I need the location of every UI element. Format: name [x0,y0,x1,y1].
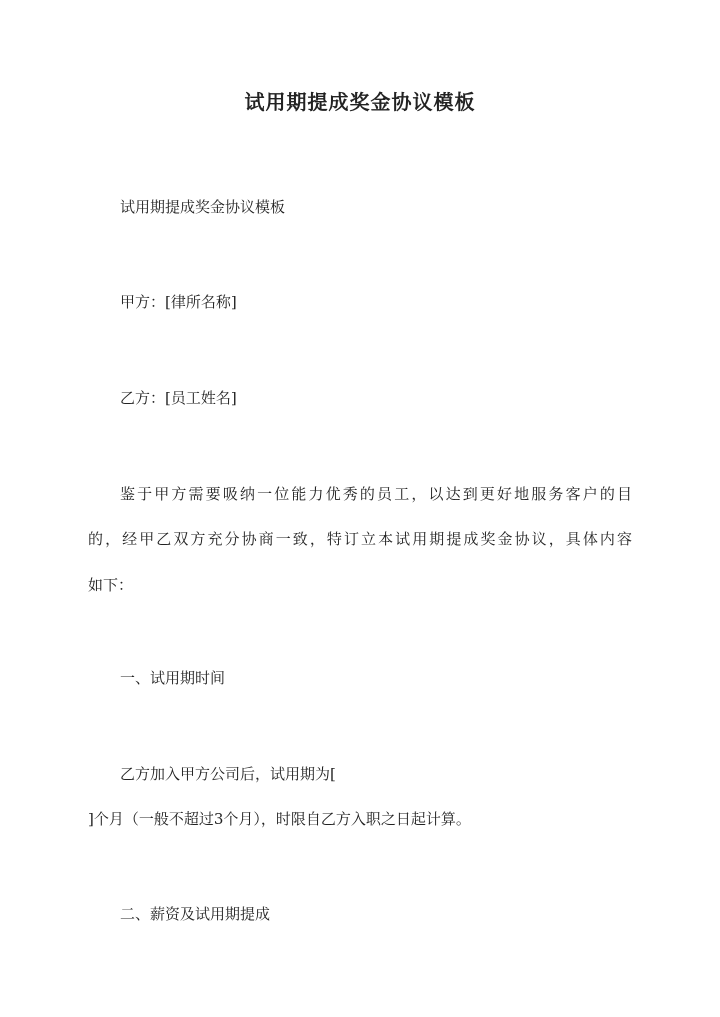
party-b-line: 乙方：[员工姓名] [120,389,237,407]
preamble-line-3: 如下： [88,576,134,594]
preamble-line-2: 的，经甲乙双方充分协商一致，特订立本试用期提成奖金协议，具体内容 [88,530,632,548]
section-2-heading: 二、薪资及试用期提成 [120,905,271,923]
document-title: 试用期提成奖金协议模板 [244,90,476,114]
party-a-line: 甲方：[律所名称] [120,293,237,311]
preamble-line-1: 鉴于甲方需要吸纳一位能力优秀的员工，以达到更好地服务客户的目 [120,485,632,503]
section-1-heading: 一、试用期时间 [120,669,226,687]
section-1-line-2: ]个月（一般不超过3个月），时限自乙方入职之日起计算。 [88,810,471,828]
section-1-line-1: 乙方加入甲方公司后，试用期为[ [120,765,336,783]
document-subtitle: 试用期提成奖金协议模板 [120,198,286,216]
